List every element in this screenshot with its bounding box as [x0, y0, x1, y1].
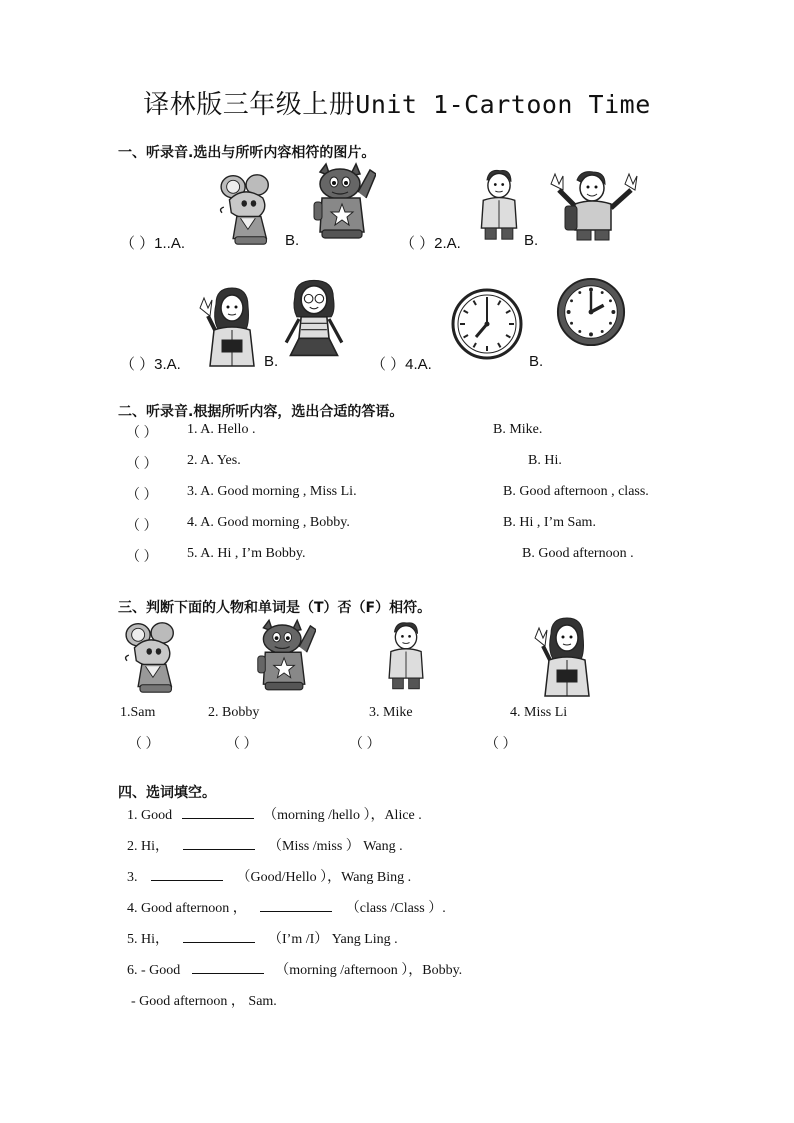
cat-bobby-image [310, 162, 376, 242]
s4-blank-5[interactable] [183, 929, 255, 943]
s3-paren-4: （ ） [485, 737, 517, 752]
s3-label-2: 2. Bobby [208, 705, 260, 720]
s2-item4-paren: （ ） [126, 519, 158, 534]
s4-line-2: 2. Hi， （Miss /miss ） Wang . [127, 835, 403, 855]
s4-blank-3[interactable] [151, 867, 223, 881]
girl-glasses-image [284, 278, 344, 360]
q2-number: （ ）2.A. [400, 235, 461, 252]
s2-item1-paren: （ ） [126, 426, 158, 441]
clock-eight-image [450, 287, 524, 361]
title-en: Unit 1-Cartoon Time [355, 90, 651, 119]
s3-paren-3: （ ） [349, 737, 381, 752]
q3-option-b: B. [264, 353, 279, 370]
s3-mouse-sam-image [120, 620, 184, 694]
waving-boy-image [546, 170, 642, 242]
q2-option-b: B. [524, 232, 539, 249]
s4-line-6: 6. - Good （morning /afternoon ），Bobby. [127, 959, 462, 979]
s2-item5-option-b: B. Good afternoon . [522, 546, 634, 561]
s2-item5-option-a: 5. A. Hi , I’m Bobby. [187, 546, 306, 561]
s4-blank-4[interactable] [260, 898, 332, 912]
s3-cat-bobby-image [254, 618, 316, 694]
s3-boy-mike-image [382, 616, 430, 694]
s3-label-4: 4. Miss Li [510, 705, 568, 720]
s4-line-5: 5. Hi， （I’m /I） Yang Ling . [127, 928, 398, 948]
q1-number: （ ）1..A. [120, 235, 186, 252]
s2-item2-option-a: 2. A. Yes. [187, 453, 241, 468]
page-title [0, 84, 794, 121]
s3-label-1: 1.Sam [120, 705, 156, 720]
mouse-sam-image [214, 172, 280, 246]
s3-label-3: 3. Mike [369, 705, 413, 720]
s2-item4-option-a: 4. A. Good morning , Bobby. [187, 515, 350, 530]
q4-option-b: B. [529, 353, 544, 370]
s4-blank-6[interactable] [192, 960, 264, 974]
s3-paren-2: （ ） [226, 737, 258, 752]
s2-item5-paren: （ ） [126, 550, 158, 565]
q3-number: （ ）3.A. [120, 356, 181, 373]
s2-item1-option-a: 1. A. Hello . [187, 422, 256, 437]
s4-blank-1[interactable] [182, 805, 254, 819]
s2-item3-option-b: B. Good afternoon , class. [503, 484, 649, 499]
title-cn: 译林版三年级上册 [143, 90, 356, 120]
s3-paren-1: （ ） [128, 737, 160, 752]
section3-heading: 三、判断下面的人物和单词是（T）否（F）相符。 [118, 600, 432, 616]
q1-option-b: B. [285, 232, 300, 249]
section4-heading: 四、选词填空。 [118, 785, 216, 801]
boy-mike-image [474, 165, 524, 243]
section1-heading: 一、听录音.选出与所听内容相符的图片。 [118, 145, 376, 161]
s4-line-3: 3. （Good/Hello ），Wang Bing . [127, 866, 411, 886]
s2-item2-option-b: B. Hi. [528, 453, 562, 468]
clock-two-image [555, 276, 627, 348]
s2-item4-option-b: B. Hi , I’m Sam. [503, 515, 596, 530]
s4-blank-2[interactable] [183, 836, 255, 850]
s2-item2-paren: （ ） [126, 457, 158, 472]
s2-item3-option-a: 3. A. Good morning , Miss Li. [187, 484, 357, 499]
s4-line-1: 1. Good （morning /hello ），Alice . [127, 804, 422, 824]
s2-item1-option-b: B. Mike. [493, 422, 543, 437]
section2-heading: 二、听录音.根据所听内容，选出合适的答语。 [118, 404, 404, 420]
s4-line-7: - Good afternoon ， Sam. [131, 994, 277, 1009]
miss-li-image [196, 286, 260, 368]
s4-line-4: 4. Good afternoon ， （class /Class ）. [127, 897, 446, 917]
q4-number: （ ）4.A. [371, 356, 432, 373]
s3-miss-li-image [530, 616, 596, 698]
s2-item3-paren: （ ） [126, 488, 158, 503]
